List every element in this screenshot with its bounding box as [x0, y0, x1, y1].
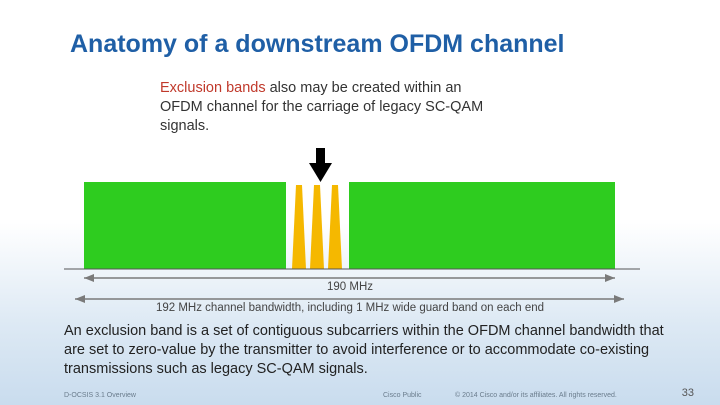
footer-copyright: © 2014 Cisco and/or its affiliates. All rights reserved. [455, 392, 617, 399]
inner-bandwidth-label: 190 MHz [326, 281, 374, 293]
slide-title: Anatomy of a downstream OFDM channel [70, 30, 565, 58]
callout-body: also may be created within an OFDM channel for the carriage of legacy SC-QAM signals. [160, 80, 484, 134]
page-number: 33 [681, 387, 694, 399]
footer-left: D-OCSIS 3.1 Overview [64, 392, 136, 399]
down-arrow-icon [309, 148, 332, 182]
outer-bandwidth-label: 192 MHz channel bandwidth, including 1 MHz wide guard band on each end [155, 302, 545, 314]
ofdm-block-left [84, 182, 286, 269]
exclusion-band-1 [292, 185, 306, 269]
exclusion-band-2 [310, 185, 324, 269]
exclusion-band-3 [328, 185, 342, 269]
ofdm-block-right [349, 182, 615, 269]
exclusion-band-definition: An exclusion band is a set of contiguous subcarriers within the OFDM channel bandwidth that are set to zero-value by the transmitter to avoid interference or to accommodate co-existing transmissions such as legacy SC-QAM signals. [64, 323, 664, 377]
callout-highlight: Exclusion bands [160, 80, 266, 96]
footer-center: Cisco Public [383, 392, 422, 399]
